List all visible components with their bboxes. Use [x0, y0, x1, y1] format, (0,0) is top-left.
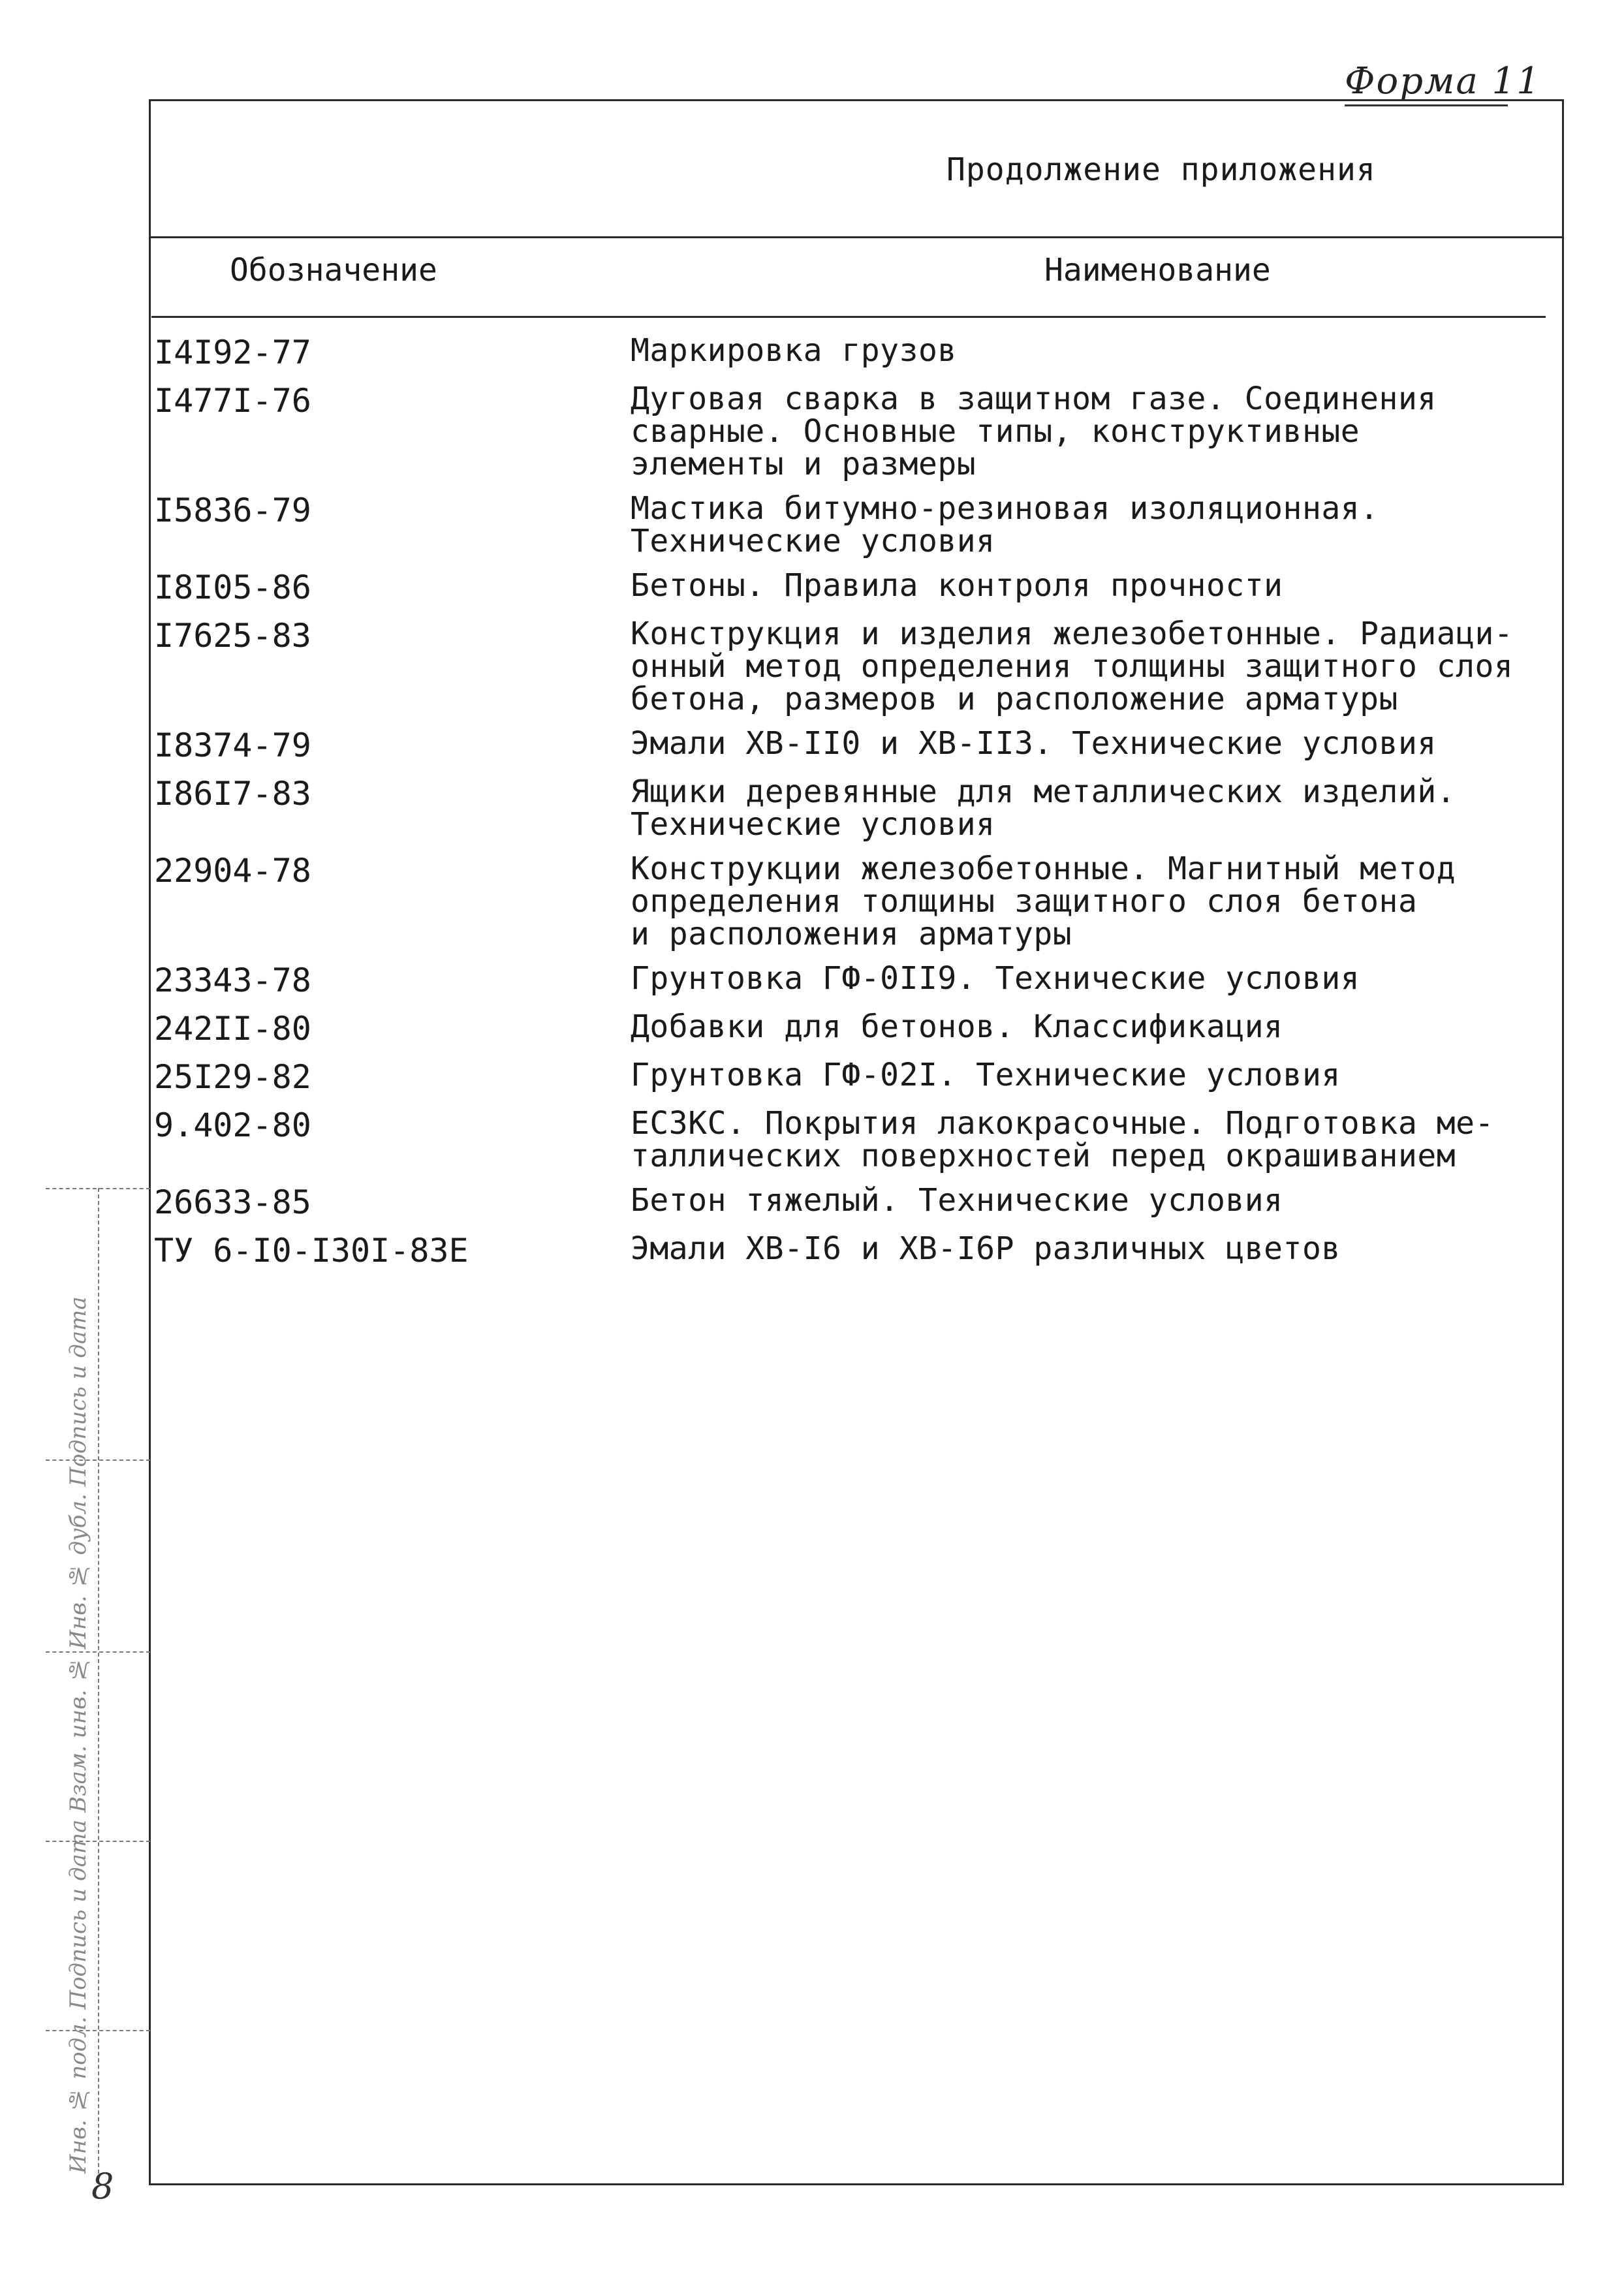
form-number-label: Форма 11 [1345, 60, 1541, 102]
row-name: Дуговая сварка в защитном газе. Соединения сварные. Основные типы, конструктивные элементы и размеры [631, 381, 1437, 482]
row-code: I7625-83 [154, 617, 311, 655]
row-code: I4I92-77 [154, 334, 311, 371]
table-row [154, 1059, 1551, 1095]
row-code: 9.402-80 [154, 1106, 311, 1144]
row-name: Добавки для бетонов. Классификация [631, 1008, 1283, 1045]
row-code: I8I05-86 [154, 569, 311, 606]
row-name: Мастика битумно-резиновая изоляционная. Технические условия [631, 490, 1379, 559]
row-name: Эмали ХВ-I6 и ХВ-I6Р различных цветов [631, 1230, 1341, 1267]
row-name: Конструкция и изделия железобетонные. Радиаци- онный метод определения толщины защитного слоя бетона, размеров и расположение арматуры [631, 616, 1514, 717]
row-name: Бетон тяжелый. Технические условия [631, 1182, 1283, 1219]
table-row [154, 852, 1551, 950]
table-row [154, 569, 1551, 606]
row-name: ЕСЗКС. Покрытия лакокрасочные. Подготовка ме- таллических поверхностей перед окрашиванием [631, 1105, 1494, 1174]
table-row [154, 492, 1551, 557]
row-name: Грунтовка ГФ-02I. Технические условия [631, 1057, 1341, 1093]
table-row [154, 382, 1551, 480]
row-code: I8374-79 [154, 726, 311, 764]
table-row [154, 1010, 1551, 1047]
table-row [154, 1184, 1551, 1221]
row-name: Маркировка грузов [631, 332, 957, 369]
column-header-designation: Обозначение [230, 252, 437, 289]
table-row [154, 1107, 1551, 1172]
column-header-name: Наименование [1044, 252, 1271, 289]
standards-table [154, 334, 1551, 1281]
row-name: Конструкции железобетонные. Магнитный метод определения толщины защитного слоя бетона и расположения арматуры [631, 850, 1456, 952]
row-code: 22904-78 [154, 852, 311, 890]
row-code: I86I7-83 [154, 775, 311, 813]
row-name: Ящики деревянные для металлических изделий. Технические условия [631, 773, 1456, 843]
row-name: Грунтовка ГФ-0II9. Технические условия [631, 960, 1360, 997]
table-row [154, 1232, 1551, 1269]
row-code: I477I-76 [154, 382, 311, 420]
table-row [154, 617, 1551, 715]
row-code: 242II-80 [154, 1010, 311, 1048]
table-row [154, 727, 1551, 764]
row-code: 26633-85 [154, 1183, 311, 1221]
continuation-title: Продолжение приложения [946, 151, 1376, 188]
header-divider [149, 236, 1564, 238]
table-row [154, 962, 1551, 999]
column-header-divider [151, 316, 1546, 318]
table-row [154, 775, 1551, 841]
margin-strip-text: Инв. № подл. Подпись и дата Взам. инв. № Инв. № дубл. Подпись и дата [65, 1296, 91, 2174]
row-name: Эмали ХВ-II0 и ХВ-II3. Технические условия [631, 725, 1437, 762]
row-code: 23343-78 [154, 961, 311, 999]
row-code: I5836-79 [154, 491, 311, 529]
row-code: 25I29-82 [154, 1058, 311, 1096]
corner-handwritten-mark: 8 [91, 2166, 114, 2207]
row-name: Бетоны. Правила контроля прочности [631, 567, 1283, 604]
table-row [154, 334, 1551, 371]
row-code: ТУ 6-I0-I30I-83Е [154, 1232, 469, 1270]
